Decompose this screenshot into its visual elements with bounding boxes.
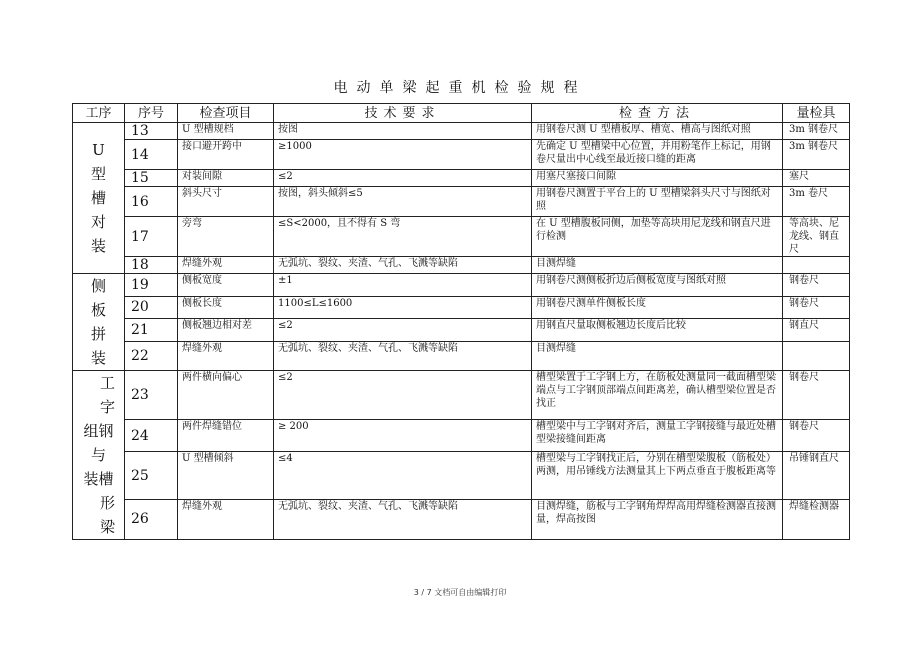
row-tool (783, 257, 850, 274)
row-item: 侧板翘边相对差 (178, 319, 274, 342)
row-method: 先确定 U 型槽梁中心位置，并用粉笔作上标记，用钢卷尺量出中心线至最近接口缝的距离 (532, 140, 783, 170)
row-number: 21 (125, 319, 178, 342)
header-method: 检查方法 (532, 104, 783, 123)
table-row (73, 217, 850, 257)
header-process: 工序 (73, 104, 125, 123)
row-tech: ≤2 (274, 371, 532, 420)
row-number: 20 (125, 296, 178, 319)
row-tech: ≤2 (274, 319, 532, 342)
table-row (73, 257, 850, 274)
row-method: 用钢卷尺测置于平台上的 U 型槽梁斜头尺寸与图纸对照 (532, 187, 783, 217)
row-number: 14 (125, 140, 178, 170)
row-item: 两件焊缝错位 (178, 419, 274, 452)
row-item: 焊缝外观 (178, 257, 274, 274)
row-number: 25 (125, 452, 178, 500)
row-tech: 无弧坑、裂纹、夹渣、气孔、飞溅等缺陷 (274, 341, 532, 370)
row-tool: 钢卷尺 (783, 296, 850, 319)
row-tech: ≤4 (274, 452, 532, 500)
header-item: 检查项目 (178, 104, 274, 123)
table-row (73, 187, 850, 217)
row-item: 侧板宽度 (178, 274, 274, 297)
row-tool: 3m 卷尺 (783, 187, 850, 217)
row-method: 用钢卷尺测侧板折边后侧板宽度与图纸对照 (532, 274, 783, 297)
row-method: 目测焊缝 (532, 257, 783, 274)
row-tech: 按图 (274, 123, 532, 140)
table-row (73, 341, 850, 370)
table-row (73, 319, 850, 342)
header-tool: 量检具 (783, 104, 850, 123)
row-method: 在 U 型槽腹板同侧，加垫等高块用尼龙线和钢直尺进行检测 (532, 217, 783, 257)
row-number: 23 (125, 371, 178, 420)
row-tech: ≥ 200 (274, 419, 532, 452)
table-row (73, 452, 850, 500)
table-row (73, 123, 850, 140)
row-tech: ≥1000 (274, 140, 532, 170)
row-method: 目测焊缝，筋板与工字钢角焊焊高用焊缝检测器直接测量，焊高按图 (532, 499, 783, 539)
row-item: 两件横向偏心 (178, 371, 274, 420)
row-item: 接口避开跨中 (178, 140, 274, 170)
row-tool: 钢卷尺 (783, 371, 850, 420)
table-row (73, 419, 850, 452)
row-number: 24 (125, 419, 178, 452)
row-number: 15 (125, 170, 178, 187)
row-tool: 钢卷尺 (783, 274, 850, 297)
row-item: 侧板长度 (178, 296, 274, 319)
row-item: 焊缝外观 (178, 341, 274, 370)
row-number: 19 (125, 274, 178, 297)
table-header-row (73, 104, 850, 123)
row-number: 26 (125, 499, 178, 539)
row-number: 13 (125, 123, 178, 140)
row-method: 槽型梁置于工字钢上方，在筋板处测量同一截面槽型梁端点与工字钢顶部端点间距离差，确认槽型梁位置是否找正 (532, 371, 783, 420)
row-tool: 3m 钢卷尺 (783, 140, 850, 170)
row-method: 槽型梁与工字钢找正后，分别在槽型梁腹板（筋板处）两测，用吊锤线方法测量其上下两点垂直于腹板距离等 (532, 452, 783, 500)
row-item: U 型槽倾斜 (178, 452, 274, 500)
row-item: 旁弯 (178, 217, 274, 257)
row-tool (783, 341, 850, 370)
table-row (73, 371, 850, 420)
row-tool: 吊锤钢直尺 (783, 452, 850, 500)
row-tool: 钢卷尺 (783, 419, 850, 452)
row-tech: 无弧坑、裂纹、夹渣、气孔、飞溅等缺陷 (274, 499, 532, 539)
row-tech: ±1 (274, 274, 532, 297)
row-method: 目测焊缝 (532, 341, 783, 370)
process-cell-i-beam: 工 字 组钢 与 装槽 形 梁 (73, 371, 125, 540)
inspection-table (72, 103, 850, 540)
row-item: U 型槽规档 (178, 123, 274, 140)
row-method: 槽型梁中与工字钢对齐后，测量工字钢接缝与最近处槽型梁接缝间距离 (532, 419, 783, 452)
row-tech: ≤S<2000，且不得有 S 弯 (274, 217, 532, 257)
row-method: 用塞尺塞接口间隙 (532, 170, 783, 187)
table-row (73, 170, 850, 187)
row-method: 用钢直尺量取侧板翘边长度后比较 (532, 319, 783, 342)
row-number: 16 (125, 187, 178, 217)
row-item: 对装间隙 (178, 170, 274, 187)
row-tool: 等高块、尼龙线、钢直尺 (783, 217, 850, 257)
row-tech: ≤2 (274, 170, 532, 187)
row-tech: 无弧坑、裂纹、夹渣、气孔、飞溅等缺陷 (274, 257, 532, 274)
header-tech: 技术要求 (274, 104, 532, 123)
process-cell-u-groove: U 型 槽 对 装 (73, 123, 125, 274)
table-row (73, 296, 850, 319)
row-tech: 按图，斜头倾斜≤5 (274, 187, 532, 217)
header-number: 序号 (125, 104, 178, 123)
row-item: 焊缝外观 (178, 499, 274, 539)
row-item: 斜头尺寸 (178, 187, 274, 217)
table-row (73, 274, 850, 297)
row-method: 用钢卷尺测 U 型槽板厚、槽宽、槽高与图纸对照 (532, 123, 783, 140)
row-number: 18 (125, 257, 178, 274)
row-tool: 3m 钢卷尺 (783, 123, 850, 140)
row-tool: 塞尺 (783, 170, 850, 187)
row-tool: 焊缝检测器 (783, 499, 850, 539)
row-tool: 钢直尺 (783, 319, 850, 342)
page-title: 电动单梁起重机检验规程 (333, 80, 587, 96)
table-row (73, 140, 850, 170)
row-number: 17 (125, 217, 178, 257)
row-number: 22 (125, 341, 178, 370)
process-cell-side-plate: 侧 板 拼 装 (73, 274, 125, 371)
row-method: 用钢卷尺测单件侧板长度 (532, 296, 783, 319)
page-footer: 3 / 7 文档可自由编辑打印 (413, 588, 507, 597)
table-row (73, 499, 850, 539)
row-tech: 1100≤L≤1600 (274, 296, 532, 319)
